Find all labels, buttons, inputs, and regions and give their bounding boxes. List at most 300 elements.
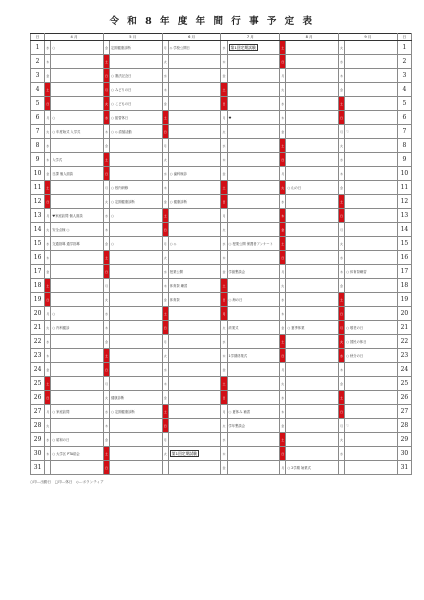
event-cell (345, 69, 398, 83)
weekday-cell: 月 (162, 433, 168, 447)
event-cell (286, 461, 339, 475)
weekday-cell: 金 (162, 293, 168, 307)
day-number: 3 (31, 69, 45, 83)
weekday-cell: 土 (162, 111, 168, 125)
weekday-cell: 土 (45, 83, 51, 97)
month-header: 4 月 (45, 34, 104, 41)
event-text: 学年懇談会 (228, 424, 246, 428)
event-cell (286, 391, 339, 405)
event-cell (110, 153, 163, 167)
table-row (31, 335, 412, 349)
weekday-cell: 月 (221, 405, 227, 419)
event-cell (345, 279, 398, 293)
day-number: 10 (397, 167, 411, 181)
event-cell (227, 209, 280, 223)
weekday-cell: 木 (280, 209, 286, 223)
weekday-cell: 火 (221, 125, 227, 139)
table-row (31, 167, 412, 181)
event-cell (168, 251, 221, 265)
weekday-cell: 水 (280, 97, 286, 111)
weekday-cell: 火 (45, 321, 51, 335)
event-cell (51, 195, 104, 209)
event-cell (110, 181, 163, 195)
day-number: 19 (397, 293, 411, 307)
weekday-cell: 水 (162, 265, 168, 279)
event-cell (345, 447, 398, 461)
event-cell (227, 251, 280, 265)
day-number: 15 (31, 237, 45, 251)
weekday-cell: 火 (280, 181, 286, 195)
day-number: 18 (397, 279, 411, 293)
event-text: 安全点検 ○ (52, 228, 70, 232)
event-cell (286, 167, 339, 181)
event-cell (168, 461, 221, 475)
weekday-cell: 木 (103, 419, 109, 433)
weekday-cell: 土 (280, 41, 286, 55)
event-text: ○ 健康診断 (169, 200, 187, 204)
day-number: 28 (31, 419, 45, 433)
weekday-cell: 火 (162, 55, 168, 69)
weekday-cell: 水 (162, 363, 168, 377)
table-row (31, 433, 412, 447)
day-number: 30 (31, 447, 45, 461)
weekday-cell: 木 (45, 55, 51, 69)
weekday-cell: 月 (280, 363, 286, 377)
event-text: ○ (111, 241, 114, 246)
weekday-cell: 火 (162, 153, 168, 167)
weekday-cell: 金 (103, 139, 109, 153)
event-cell (51, 279, 104, 293)
day-number: 6 (31, 111, 45, 125)
event-cell (286, 139, 339, 153)
day-number: 30 (397, 447, 411, 461)
day-header: 日 (397, 34, 411, 41)
event-text: ♡ (346, 423, 350, 428)
event-cell (286, 69, 339, 83)
weekday-cell: 金 (280, 223, 286, 237)
event-cell (286, 349, 339, 363)
event-text: ○ 家庭訪問 (52, 410, 70, 414)
event-cell (227, 153, 280, 167)
day-number: 29 (397, 433, 411, 447)
event-text: ○ 定期健康診断 (111, 200, 135, 204)
weekday-cell: 土 (103, 251, 109, 265)
weekday-cell: 水 (221, 41, 227, 55)
event-cell (227, 461, 280, 475)
weekday-cell: 金 (221, 461, 227, 475)
weekday-cell: 木 (339, 69, 345, 83)
event-cell (51, 433, 104, 447)
weekday-cell: 水 (103, 111, 109, 125)
day-number: 17 (31, 265, 45, 279)
calendar-table (30, 33, 412, 475)
event-cell (51, 265, 104, 279)
weekday-cell: 木 (103, 321, 109, 335)
weekday-cell: 水 (280, 293, 286, 307)
weekday-cell: 水 (221, 433, 227, 447)
event-cell (286, 433, 339, 447)
weekday-cell: 木 (221, 349, 227, 363)
event-cell (110, 293, 163, 307)
weekday-cell: 日 (103, 69, 109, 83)
day-number: 22 (31, 335, 45, 349)
event-cell (286, 41, 339, 55)
weekday-cell: 金 (162, 97, 168, 111)
weekday-cell: 土 (103, 349, 109, 363)
event-cell (286, 125, 339, 139)
weekday-cell: 木 (339, 167, 345, 181)
event-cell (345, 125, 398, 139)
event-cell (110, 349, 163, 363)
weekday-cell: 木 (45, 349, 51, 363)
weekday-cell: 火 (162, 447, 168, 461)
event-text: ○ 昭和の日 (52, 438, 70, 442)
weekday-cell: 月 (45, 209, 51, 223)
event-cell (286, 335, 339, 349)
event-cell (168, 223, 221, 237)
table-row (31, 223, 412, 237)
event-text: ○ 秋分の日 (346, 354, 364, 358)
weekday-cell: 木 (339, 265, 345, 279)
table-row (31, 461, 412, 475)
event-cell (227, 55, 280, 69)
day-number: 27 (397, 405, 411, 419)
weekday-cell: 水 (339, 447, 345, 461)
event-cell (227, 391, 280, 405)
event-text: 健康診断 (111, 396, 125, 400)
month-header: 9 月 (339, 34, 398, 41)
event-text: ◇ 学校公開日 (169, 46, 190, 50)
weekday-cell: 日 (280, 153, 286, 167)
day-number: 24 (31, 363, 45, 377)
event-text: ♥家庭訪問 個人面談 (52, 214, 83, 218)
event-text: ○ 2学期 始業式 (287, 466, 311, 470)
weekday-cell: 土 (339, 391, 345, 405)
weekday-cell: 水 (221, 237, 227, 251)
table-row (31, 391, 412, 405)
weekday-cell: 木 (45, 251, 51, 265)
table-row (31, 55, 412, 69)
event-cell (168, 111, 221, 125)
weekday-cell: 土 (339, 293, 345, 307)
event-cell (345, 111, 398, 125)
event-text: ○ ◇ (169, 241, 177, 246)
event-text: 第1回定期試験 (171, 450, 197, 456)
weekday-cell: 金 (45, 363, 51, 377)
weekday-cell: 日 (221, 195, 227, 209)
event-cell (227, 447, 280, 461)
day-number: 17 (397, 265, 411, 279)
weekday-cell: 金 (339, 181, 345, 195)
weekday-cell: 水 (339, 251, 345, 265)
weekday-cell: 水 (45, 433, 51, 447)
weekday-cell: 火 (221, 321, 227, 335)
event-cell (110, 377, 163, 391)
event-cell (345, 335, 398, 349)
legend: ○印…出勤日 □印…休日 ◇…ボランティア (30, 480, 104, 484)
event-cell (286, 265, 339, 279)
event-cell (345, 181, 398, 195)
event-cell (345, 237, 398, 251)
event-cell (51, 419, 104, 433)
day-number: 31 (31, 461, 45, 475)
weekday-cell: 日 (339, 209, 345, 223)
weekday-cell: 水 (103, 307, 109, 321)
weekday-cell: 火 (280, 83, 286, 97)
event-text: ○ 授業公開 保護者アンケート (228, 242, 273, 246)
event-cell (168, 139, 221, 153)
event-text: ○ 憲法記念日 (111, 74, 132, 78)
day-number: 11 (31, 181, 45, 195)
event-cell (51, 363, 104, 377)
weekday-cell: 日 (103, 461, 109, 475)
event-text: ○ ◇ 清掃活動 (111, 130, 132, 134)
weekday-cell: 火 (339, 335, 345, 349)
event-cell (51, 447, 104, 461)
weekday-cell: 木 (221, 55, 227, 69)
event-text: ○ 内科健診 (52, 326, 70, 330)
table-row (31, 97, 412, 111)
weekday-cell: 金 (221, 167, 227, 181)
table-row (31, 321, 412, 335)
weekday-cell: 月 (339, 321, 345, 335)
weekday-cell: 金 (45, 69, 51, 83)
weekday-cell: 木 (45, 153, 51, 167)
event-text: ○ (52, 311, 56, 316)
weekday-cell: 土 (280, 335, 286, 349)
event-cell (110, 223, 163, 237)
event-cell (227, 83, 280, 97)
table-row (31, 419, 412, 433)
event-cell (51, 307, 104, 321)
table-row (31, 181, 412, 195)
event-cell (51, 69, 104, 83)
weekday-cell: 木 (103, 125, 109, 139)
table-row (31, 139, 412, 153)
event-cell (110, 433, 163, 447)
event-text: 第1回定期試験 (230, 44, 256, 50)
event-text: ○ 夏季休業 (287, 326, 305, 330)
weekday-cell: 日 (280, 55, 286, 69)
event-cell (51, 391, 104, 405)
event-cell (110, 405, 163, 419)
event-cell (168, 391, 221, 405)
event-cell (110, 251, 163, 265)
weekday-cell: 木 (339, 363, 345, 377)
event-text: ♥ (228, 115, 232, 120)
weekday-cell: 月 (339, 223, 345, 237)
event-cell (345, 251, 398, 265)
event-cell (110, 237, 163, 251)
event-cell (168, 41, 221, 55)
day-number: 9 (397, 153, 411, 167)
weekday-cell: 日 (103, 363, 109, 377)
page-title: 令 和 8 年 度 年 間 行 事 予 定 表 (109, 16, 315, 27)
weekday-cell: 木 (162, 279, 168, 293)
weekday-cell: 土 (221, 377, 227, 391)
weekday-cell: 火 (339, 433, 345, 447)
event-text: ○ 山の日 (287, 186, 302, 190)
event-cell (227, 237, 280, 251)
event-cell (168, 97, 221, 111)
weekday-cell: 水 (339, 349, 345, 363)
event-text: 学級懇談会 (228, 270, 246, 274)
event-cell (110, 279, 163, 293)
weekday-cell: 水 (280, 195, 286, 209)
table-row (31, 125, 412, 139)
event-cell (110, 391, 163, 405)
event-cell (110, 41, 163, 55)
day-number: 8 (31, 139, 45, 153)
event-text: ○ こどもの日 (111, 102, 132, 106)
weekday-cell: 水 (221, 335, 227, 349)
event-cell (286, 55, 339, 69)
event-cell (168, 419, 221, 433)
weekday-cell: 日 (221, 391, 227, 405)
weekday-cell: 土 (45, 377, 51, 391)
event-cell (227, 307, 280, 321)
weekday-cell: 土 (339, 97, 345, 111)
weekday-cell: 金 (339, 83, 345, 97)
event-text: ○ 海の日 (228, 298, 243, 302)
weekday-cell: 月 (103, 279, 109, 293)
event-cell (345, 293, 398, 307)
weekday-cell: 火 (45, 125, 51, 139)
event-cell (110, 461, 163, 475)
weekday-cell: 日 (280, 251, 286, 265)
weekday-cell: 日 (280, 349, 286, 363)
weekday-cell: 火 (339, 237, 345, 251)
event-cell (286, 251, 339, 265)
table-row (31, 447, 412, 461)
event-cell (168, 433, 221, 447)
event-cell (286, 83, 339, 97)
weekday-cell: 金 (45, 265, 51, 279)
weekday-cell: 金 (162, 195, 168, 209)
event-cell (51, 97, 104, 111)
weekday-cell: 水 (221, 139, 227, 153)
event-cell (51, 111, 104, 125)
weekday-cell: 木 (221, 447, 227, 461)
weekday-cell: 月 (45, 111, 51, 125)
event-cell (345, 461, 398, 475)
weekday-cell: 月 (339, 419, 345, 433)
table-row (31, 405, 412, 419)
day-number: 16 (31, 251, 45, 265)
event-cell (345, 433, 398, 447)
event-cell (227, 293, 280, 307)
weekday-cell: 火 (339, 41, 345, 55)
weekday-cell: 土 (221, 83, 227, 97)
weekday-cell: 木 (45, 447, 51, 461)
weekday-cell: 月 (221, 307, 227, 321)
table-row (31, 349, 412, 363)
event-cell (110, 111, 163, 125)
event-text: ○ 歯科検診 (169, 172, 187, 176)
event-cell (110, 265, 163, 279)
event-cell (110, 335, 163, 349)
weekday-cell: 金 (103, 335, 109, 349)
weekday-cell: 月 (45, 405, 51, 419)
event-cell (286, 363, 339, 377)
event-cell (168, 55, 221, 69)
event-cell (168, 265, 221, 279)
table-row (31, 153, 412, 167)
day-number: 29 (31, 433, 45, 447)
day-number: 10 (31, 167, 45, 181)
weekday-cell: 日 (280, 447, 286, 461)
event-cell (110, 97, 163, 111)
weekday-cell: 日 (339, 111, 345, 125)
day-number: 6 (397, 111, 411, 125)
day-number: 2 (31, 55, 45, 69)
event-text: ○ 体育祭練習 (346, 270, 367, 274)
event-cell (110, 363, 163, 377)
weekday-cell: 水 (162, 69, 168, 83)
weekday-cell: 土 (103, 153, 109, 167)
event-text: ○ 年度始式 入学式 (52, 130, 81, 134)
event-cell (227, 195, 280, 209)
weekday-cell: 日 (221, 97, 227, 111)
event-cell (168, 349, 221, 363)
weekday-cell: 木 (221, 251, 227, 265)
event-text: ○ (111, 213, 114, 218)
event-cell (345, 419, 398, 433)
table-row (31, 83, 412, 97)
weekday-cell: 土 (103, 55, 109, 69)
day-number: 15 (397, 237, 411, 251)
weekday-cell: 水 (339, 153, 345, 167)
day-header: 日 (31, 34, 45, 41)
calendar-header-row (31, 34, 412, 41)
day-number: 11 (397, 181, 411, 195)
event-text: 交通指導 通学指導 (52, 242, 80, 246)
event-cell (227, 349, 280, 363)
weekday-cell: 水 (339, 55, 345, 69)
calendar-body (31, 41, 412, 475)
day-number: 5 (31, 97, 45, 111)
day-number: 4 (397, 83, 411, 97)
event-cell (345, 55, 398, 69)
event-cell (168, 363, 221, 377)
event-cell (110, 209, 163, 223)
table-row (31, 363, 412, 377)
event-cell (286, 111, 339, 125)
day-number: 8 (397, 139, 411, 153)
weekday-cell: 日 (45, 293, 51, 307)
event-cell (110, 83, 163, 97)
weekday-cell: 水 (45, 335, 51, 349)
event-cell (345, 377, 398, 391)
event-cell (168, 83, 221, 97)
event-cell (51, 153, 104, 167)
event-cell (168, 377, 221, 391)
event-cell (286, 195, 339, 209)
weekday-cell: 火 (45, 419, 51, 433)
event-cell (51, 293, 104, 307)
weekday-cell: 金 (103, 433, 109, 447)
weekday-cell: 日 (45, 97, 51, 111)
weekday-cell: 金 (280, 125, 286, 139)
event-cell (345, 363, 398, 377)
event-text: ○ 振替休日 (111, 116, 129, 120)
event-cell (345, 167, 398, 181)
weekday-cell: 金 (162, 391, 168, 405)
weekday-cell: 水 (45, 139, 51, 153)
weekday-cell: 木 (280, 307, 286, 321)
weekday-cell: 日 (45, 391, 51, 405)
table-row (31, 307, 412, 321)
